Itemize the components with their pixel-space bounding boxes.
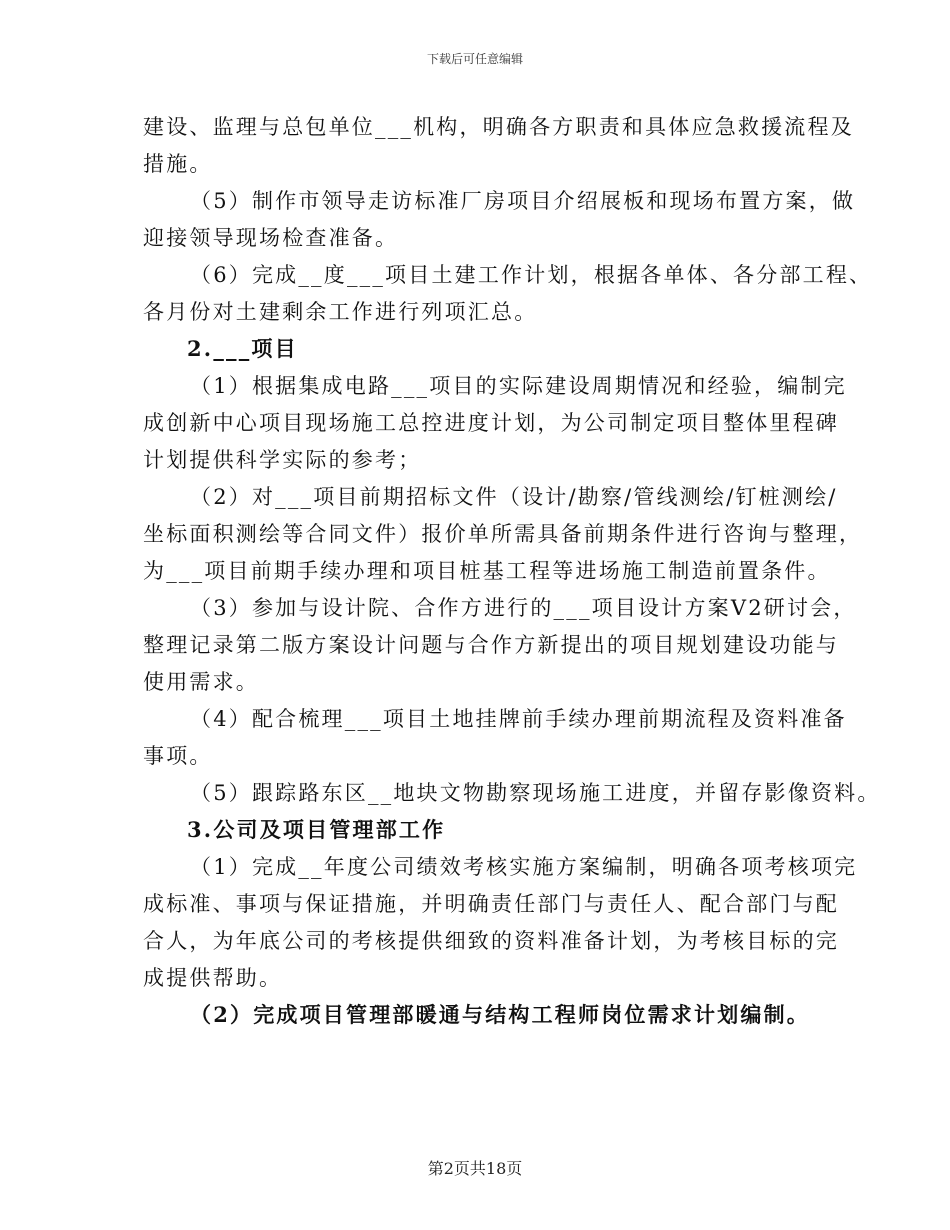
body-line: （3）参加与设计院、合作方进行的___项目设计方案V2研讨会， — [190, 596, 857, 620]
page-footer: 第2页共18页 — [427, 1159, 523, 1178]
body-line: 成创新中心项目现场施工总控进度计划，为公司制定项目整体里程碑 — [143, 411, 839, 435]
body-line-bold: （2）完成项目管理部暖通与结构工程师岗位需求计划编制。 — [190, 1002, 811, 1027]
body-line: （1）完成__年度公司绩效考核实施方案编制，明确各项考核项完 — [190, 855, 858, 879]
body-line: 为___项目前期手续办理和项目桩基工程等进场施工制造前置条件。 — [143, 559, 831, 583]
body-line: 措施。 — [143, 152, 213, 176]
body-line: （1）根据集成电路___项目的实际建设周期情况和经验，编制完 — [190, 374, 847, 398]
body-line: （4）配合梳理___项目土地挂牌前手续办理前期流程及资料准备 — [190, 707, 847, 731]
body-line: （5）跟踪路东区__地块文物勘察现场施工进度，并留存影像资料。 — [190, 781, 881, 805]
section-heading: 3.公司及项目管理部工作 — [187, 817, 446, 842]
body-line: 事项。 — [143, 744, 213, 768]
body-line: 各月份对土建剩余工作进行列项汇总。 — [143, 300, 538, 324]
page-header: 下载后可任意编辑 — [426, 52, 523, 66]
body-line: 迎接领导现场检查准备。 — [143, 226, 399, 250]
body-line: 建设、监理与总包单位___机构，明确各方职责和具体应急救援流程及 — [143, 115, 854, 139]
body-line: 计划提供科学实际的参考； — [143, 448, 422, 472]
body-line: 合人，为年底公司的考核提供细致的资料准备计划，为考核目标的完 — [143, 929, 839, 953]
section-heading: 2.___项目 — [187, 336, 298, 361]
body-line: （6）完成__度___项目土建工作计划，根据各单体、各分部工程、 — [190, 263, 873, 287]
body-line: 坐标面积测绘等合同文件）报价单所需具备前期条件进行咨询与整理， — [143, 522, 863, 546]
body-line: 成提供帮助。 — [143, 966, 283, 990]
body-line: （2）对___项目前期招标文件（设计/勘察/管线测绘/钉桩测绘/ — [190, 485, 838, 509]
body-line: 使用需求。 — [143, 670, 259, 694]
body-line: 成标准、事项与保证措施，并明确责任部门与责任人、配合部门与配 — [143, 892, 839, 916]
body-line: 整理记录第二版方案设计问题与合作方新提出的项目规划建设功能与 — [143, 633, 839, 657]
body-line: （5）制作市领导走访标准厂房项目介绍展板和现场布置方案，做 — [190, 189, 856, 213]
